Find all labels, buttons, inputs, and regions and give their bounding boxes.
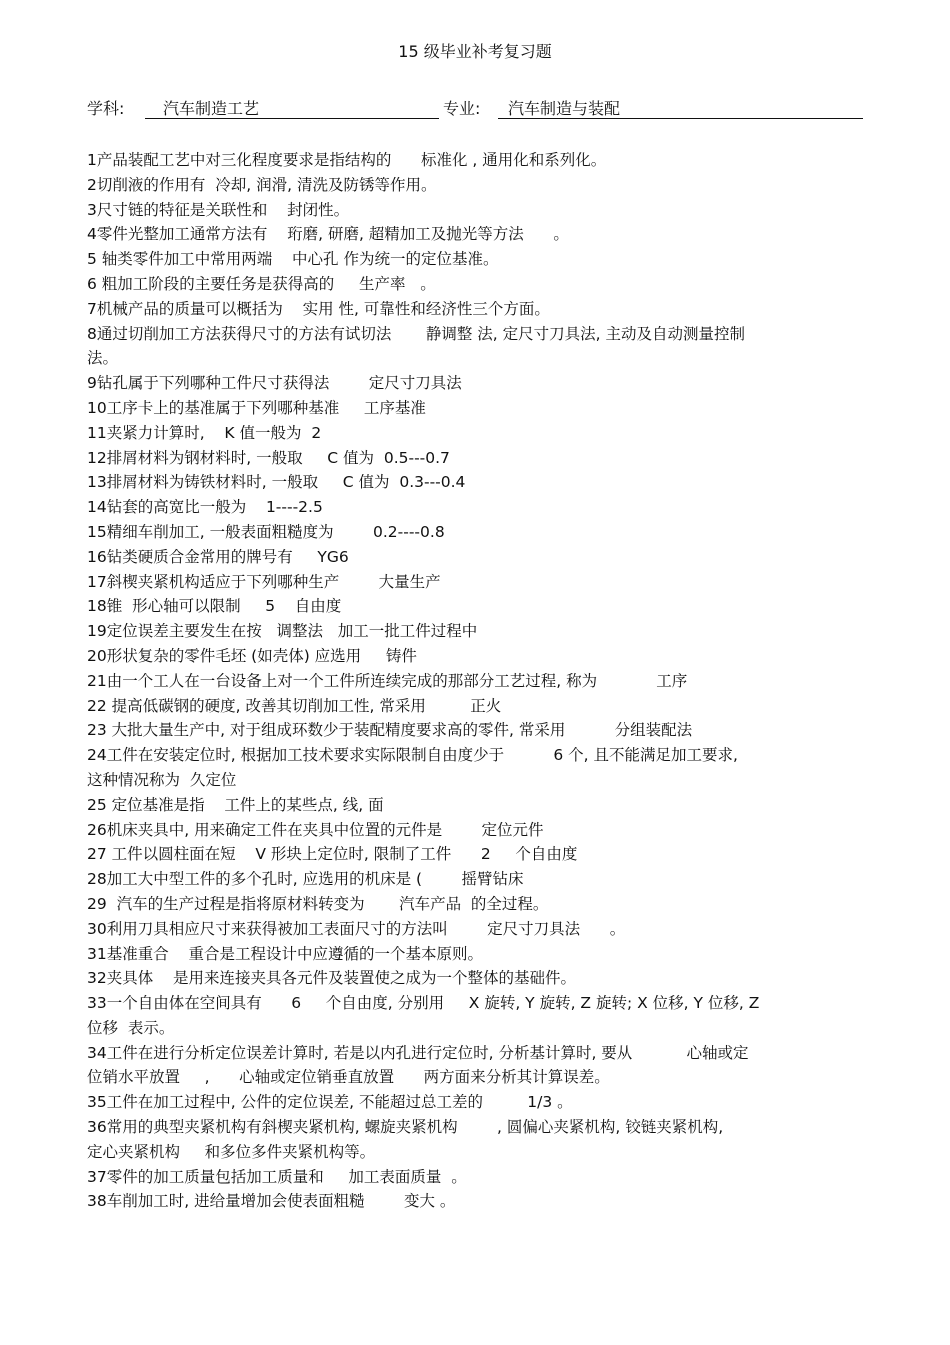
question-item bbox=[87, 396, 867, 421]
question-number: 30 bbox=[87, 919, 107, 938]
question-number: 3 bbox=[87, 200, 97, 219]
question-number: 23 bbox=[87, 721, 107, 740]
question-text: 钻类硬质合金常用的牌号有 YG6 bbox=[106, 547, 349, 566]
question-text: 零件的加工质量包括加工质量和 加工表面质量 。 bbox=[106, 1167, 467, 1186]
question-item bbox=[87, 619, 867, 644]
question-number: 21 bbox=[87, 671, 107, 690]
question-item bbox=[87, 818, 867, 843]
question-text: 锥 形心轴可以限制 5 自由度 bbox=[106, 597, 342, 616]
question-list bbox=[87, 148, 867, 1214]
question-text: 钻套的高宽比一般为 1----2.5 bbox=[106, 498, 323, 517]
question-text: 零件光整加工通常方法有 珩磨, 研磨, 超精加工及抛光等方法 。 bbox=[96, 225, 569, 244]
question-number: 19 bbox=[87, 622, 107, 641]
question-number: 6 bbox=[87, 274, 97, 293]
question-number: 4 bbox=[87, 225, 97, 244]
question-number: 10 bbox=[87, 398, 107, 417]
question-text: 尺寸链的特征是关联性和 封闭性。 bbox=[96, 200, 350, 219]
question-item bbox=[87, 892, 867, 917]
question-text: 轴类零件加工中常用两端 中心孔 作为统一的定位基准。 bbox=[96, 250, 499, 269]
question-number: 16 bbox=[87, 547, 107, 566]
question-item bbox=[87, 520, 867, 545]
question-number: 35 bbox=[87, 1093, 107, 1112]
question-item bbox=[87, 446, 867, 471]
question-number: 11 bbox=[87, 423, 107, 442]
question-text: 切削液的作用有 冷却, 润滑, 清洗及防锈等作用。 bbox=[96, 175, 437, 194]
question-number: 33 bbox=[87, 994, 107, 1013]
question-text: 大批大量生产中, 对于组成环数少于装配精度要求高的零件, 常采用 分组装配法 bbox=[106, 721, 693, 740]
subject-label: 学科: bbox=[87, 99, 125, 118]
question-item bbox=[87, 297, 867, 322]
question-item bbox=[87, 793, 867, 818]
question-number: 18 bbox=[87, 597, 107, 616]
question-text: 机械产品的质量可以概括为 实用 性, 可靠性和经济性三个方面。 bbox=[96, 299, 550, 318]
question-item bbox=[87, 966, 867, 991]
question-text: 排屑材料为钢材料时, 一般取 C 值为 0.5---0.7 bbox=[106, 448, 450, 467]
question-number: 32 bbox=[87, 969, 107, 988]
question-item bbox=[87, 198, 867, 223]
question-item bbox=[87, 173, 867, 198]
question-number: 24 bbox=[87, 746, 107, 765]
question-text: 定位误差主要发生在按 调整法 加工一批工件过程中 bbox=[106, 622, 478, 641]
question-text: 工件以圆柱面在短 V 形块上定位时, 限制了工件 2 个自由度 bbox=[106, 845, 578, 864]
question-text: 工件在进行分析定位误差计算时, 若是以内孔进行定位时, 分析基计算时, 要从 心轴或定 bbox=[106, 1043, 749, 1062]
question-item bbox=[87, 570, 867, 595]
question-item bbox=[87, 148, 867, 173]
question-number: 12 bbox=[87, 448, 107, 467]
question-number: 34 bbox=[87, 1043, 107, 1062]
question-text: 由一个工人在一台设备上对一个工件所连续完成的那部分工艺过程, 称为 工序 bbox=[106, 671, 688, 690]
question-text: 斜楔夹紧机构适应于下列哪种生产 大量生产 bbox=[106, 572, 441, 591]
question-number: 13 bbox=[87, 473, 107, 492]
question-text: 法。 bbox=[87, 349, 119, 368]
question-text: 工件在加工过程中, 公件的定位误差, 不能超过总工差的 1/3 。 bbox=[106, 1093, 573, 1112]
document-header bbox=[87, 98, 863, 122]
question-item bbox=[87, 272, 867, 297]
question-text: 机床夹具中, 用来确定工件在夹具中位置的元件是 定位元件 bbox=[106, 820, 544, 839]
question-item bbox=[87, 694, 867, 719]
question-item bbox=[87, 1165, 867, 1190]
question-text: 夹具体 是用来连接夹具各元件及装置使之成为一个整体的基础件。 bbox=[106, 969, 576, 988]
question-text: 钻孔属于下列哪种工件尺寸获得法 定尺寸刀具法 bbox=[96, 374, 462, 393]
question-number: 14 bbox=[87, 498, 107, 517]
question-item bbox=[87, 842, 867, 867]
question-continuation bbox=[87, 346, 867, 371]
question-item bbox=[87, 371, 867, 396]
question-number: 26 bbox=[87, 820, 107, 839]
question-item bbox=[87, 669, 867, 694]
question-continuation bbox=[87, 768, 867, 793]
question-item bbox=[87, 470, 867, 495]
question-item bbox=[87, 222, 867, 247]
question-number: 15 bbox=[87, 522, 107, 541]
question-number: 7 bbox=[87, 299, 97, 318]
question-continuation bbox=[87, 1140, 867, 1165]
question-text: 定心夹紧机构 和多位多件夹紧机构等。 bbox=[87, 1142, 376, 1161]
question-item bbox=[87, 594, 867, 619]
question-text: 基准重合 重合是工程设计中应遵循的一个基本原则。 bbox=[106, 944, 483, 963]
question-text: 定位基准是指 工件上的某些点, 线, 面 bbox=[106, 795, 384, 814]
question-item bbox=[87, 1115, 867, 1140]
question-text: 精细车削加工, 一般表面粗糙度为 0.2----0.8 bbox=[106, 522, 445, 541]
major-label: 专业: bbox=[443, 99, 481, 118]
question-text: 粗加工阶段的主要任务是获得高的 生产率 。 bbox=[96, 274, 436, 293]
question-text: 常用的典型夹紧机构有斜楔夹紧机构, 螺旋夹紧机构 , 圆偏心夹紧机构, 铰链夹紧机构, bbox=[106, 1118, 724, 1137]
question-text: 排屑材料为铸铁材料时, 一般取 C 值为 0.3---0.4 bbox=[106, 473, 466, 492]
question-number: 29 bbox=[87, 894, 107, 913]
question-item bbox=[87, 1189, 867, 1214]
question-number: 27 bbox=[87, 845, 107, 864]
major-value: 汽车制造与装配 bbox=[498, 98, 863, 119]
question-number: 8 bbox=[87, 324, 97, 343]
question-item bbox=[87, 495, 867, 520]
question-item bbox=[87, 942, 867, 967]
question-number: 5 bbox=[87, 250, 97, 269]
question-item bbox=[87, 421, 867, 446]
question-text: 夹紧力计算时, K 值一般为 2 bbox=[106, 423, 322, 442]
question-text: 位移 表示。 bbox=[87, 1018, 175, 1037]
subject-value: 汽车制造工艺 bbox=[145, 98, 439, 119]
question-text: 利用刀具相应尺寸来获得被加工表面尺寸的方法叫 定尺寸刀具法 。 bbox=[106, 919, 626, 938]
question-number: 37 bbox=[87, 1167, 107, 1186]
question-item bbox=[87, 743, 867, 768]
question-text: 一个自由体在空间具有 6 个自由度, 分别用 X 旋转, Y 旋转, Z 旋转; X 位移, Y 位移, Z bbox=[106, 994, 760, 1013]
question-number: 25 bbox=[87, 795, 107, 814]
question-item bbox=[87, 644, 867, 669]
question-number: 17 bbox=[87, 572, 107, 591]
question-number: 36 bbox=[87, 1118, 107, 1137]
question-text: 通过切削加工方法获得尺寸的方法有试切法 静调整 法, 定尺寸刀具法, 主动及自动测量控制 bbox=[96, 324, 746, 343]
question-item bbox=[87, 991, 867, 1016]
question-text: 车削加工时, 进给量增加会使表面粗糙 变大 。 bbox=[106, 1192, 456, 1211]
question-number: 38 bbox=[87, 1192, 107, 1211]
question-item bbox=[87, 718, 867, 743]
question-number: 1 bbox=[87, 151, 97, 169]
question-item bbox=[87, 917, 867, 942]
question-item bbox=[87, 1090, 867, 1115]
question-text: 位销水平放置 , 心轴或定位销垂直放置 两方面来分析其计算误差。 bbox=[87, 1068, 610, 1087]
question-continuation bbox=[87, 1065, 867, 1090]
question-item bbox=[87, 247, 867, 272]
question-item bbox=[87, 867, 867, 892]
question-number: 9 bbox=[87, 374, 97, 393]
question-text: 工序卡上的基准属于下列哪种基准 工序基准 bbox=[106, 398, 426, 417]
question-continuation bbox=[87, 1016, 867, 1041]
question-text: 这种情况称为 久定位 bbox=[87, 770, 237, 789]
question-item bbox=[87, 1041, 867, 1066]
question-text: 形状复杂的零件毛坯 (如壳体) 应选用 铸件 bbox=[106, 646, 417, 665]
question-text: 加工大中型工件的多个孔时, 应选用的机床是 ( 摇臂钻床 bbox=[106, 870, 524, 889]
question-text: 工件在安装定位时, 根据加工技术要求实际限制自由度少于 6 个, 且不能满足加工要求, bbox=[106, 746, 738, 765]
question-number: 28 bbox=[87, 870, 107, 889]
question-number: 20 bbox=[87, 646, 107, 665]
question-number: 22 bbox=[87, 696, 107, 715]
question-text: 产品装配工艺中对三化程度要求是指结构的 标准化 , 通用化和系列化。 bbox=[96, 151, 607, 169]
question-item bbox=[87, 322, 867, 347]
question-text: 汽车的生产过程是指将原材料转变为 汽车产品 的全过程。 bbox=[106, 894, 549, 913]
question-number: 31 bbox=[87, 944, 107, 963]
question-text: 提高低碳钢的硬度, 改善其切削加工性, 常采用 正火 bbox=[106, 696, 502, 715]
question-number: 2 bbox=[87, 175, 97, 194]
question-item bbox=[87, 545, 867, 570]
page-title: 15 级毕业补考复习题 bbox=[398, 42, 552, 61]
